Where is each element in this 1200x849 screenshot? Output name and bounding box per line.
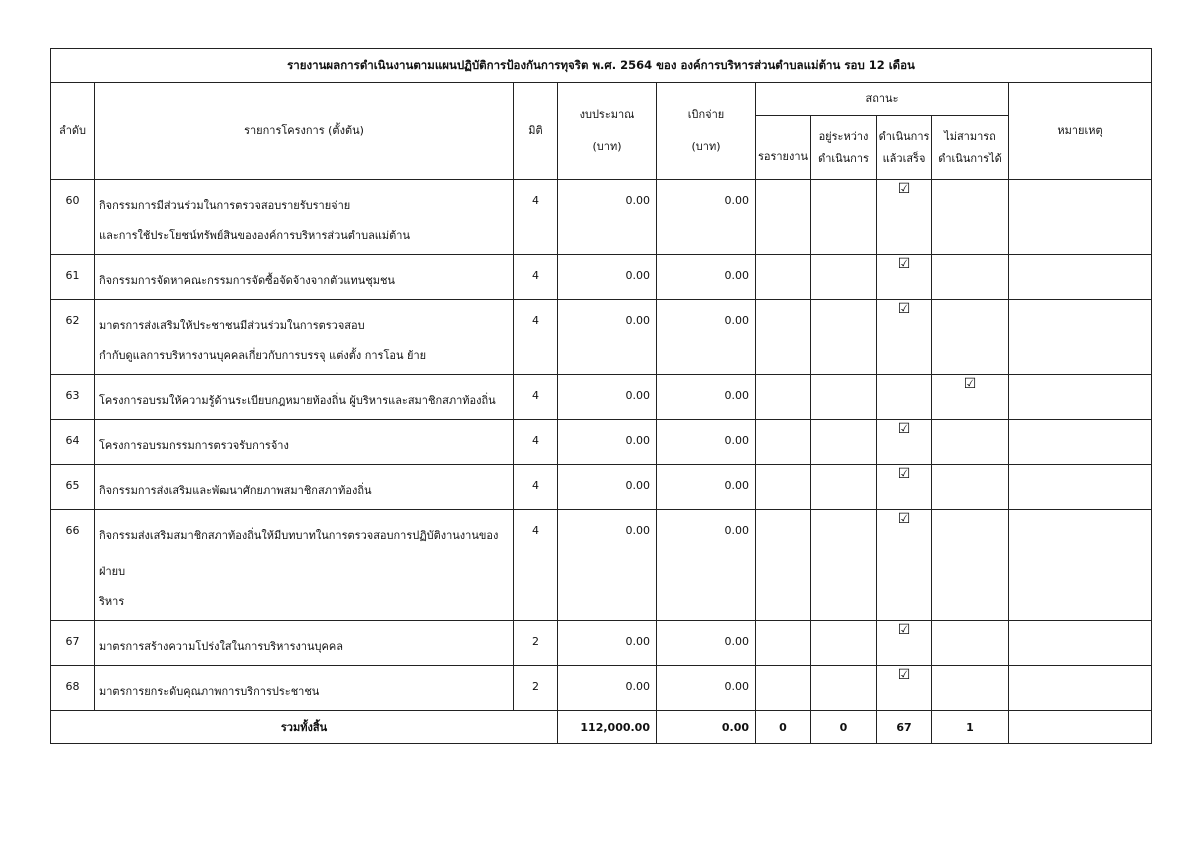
row-dimension: 4 xyxy=(514,420,558,465)
row-dimension: 4 xyxy=(514,465,558,510)
row-remark xyxy=(1009,666,1152,711)
header-status-unable-line2: ดำเนินการได้ xyxy=(938,151,1002,165)
table-row xyxy=(51,255,1152,300)
header-project: รายการโครงการ (ตั้งต้น) xyxy=(95,83,514,180)
table-row xyxy=(51,666,1152,711)
row-spent: 0.00 xyxy=(657,465,756,510)
header-budget-line2: (บาท) xyxy=(592,140,622,153)
row-status-done xyxy=(877,255,932,300)
row-budget: 0.00 xyxy=(558,621,657,666)
header-status-done xyxy=(877,116,932,180)
row-status-unable xyxy=(932,255,1009,300)
row-spent: 0.00 xyxy=(657,510,756,621)
row-no: 67 xyxy=(51,621,95,666)
total-spent: 0.00 xyxy=(657,711,756,744)
checkbox-checked-icon: ☑ xyxy=(897,181,911,197)
row-spent: 0.00 xyxy=(657,666,756,711)
row-no: 64 xyxy=(51,420,95,465)
row-project-line2: กำกับดูแลการบริหารงานบุคคลเกี่ยวกับการบรรจุ แต่งตั้ง การโอน ย้าย xyxy=(99,349,427,362)
total-label: รวมทั้งสิ้น xyxy=(51,711,558,744)
row-status-inprogress xyxy=(811,510,877,621)
row-dimension: 2 xyxy=(514,621,558,666)
row-budget: 0.00 xyxy=(558,465,657,510)
row-status-done xyxy=(877,621,932,666)
row-dimension: 4 xyxy=(514,375,558,420)
row-status-unable xyxy=(932,180,1009,255)
row-spent: 0.00 xyxy=(657,420,756,465)
table-row xyxy=(51,510,1152,621)
table-row xyxy=(51,300,1152,375)
header-budget-line1: งบประมาณ xyxy=(579,108,635,121)
row-status-unable xyxy=(932,300,1009,375)
total-row xyxy=(51,711,1152,744)
row-status-waiting xyxy=(756,255,811,300)
row-status-inprogress xyxy=(811,300,877,375)
table-row xyxy=(51,465,1152,510)
checkbox-checked-icon: ☑ xyxy=(897,256,911,272)
header-status-inprogress xyxy=(811,116,877,180)
total-inprogress: 0 xyxy=(811,711,877,744)
row-remark xyxy=(1009,621,1152,666)
row-no: 65 xyxy=(51,465,95,510)
row-dimension: 4 xyxy=(514,180,558,255)
row-status-inprogress xyxy=(811,375,877,420)
row-project xyxy=(95,465,514,510)
header-spent xyxy=(657,83,756,180)
row-no: 63 xyxy=(51,375,95,420)
row-project xyxy=(95,666,514,711)
row-status-done xyxy=(877,510,932,621)
table-body xyxy=(51,180,1152,711)
row-spent: 0.00 xyxy=(657,300,756,375)
row-project-line1: กิจกรรมส่งเสริมสมาชิกสภาท้องถิ่นให้มีบทบาทในการตรวจสอบการปฏิบัติงานงานของฝ่ายบ xyxy=(99,529,499,578)
row-budget: 0.00 xyxy=(558,180,657,255)
row-status-waiting xyxy=(756,375,811,420)
row-remark xyxy=(1009,465,1152,510)
total-remark xyxy=(1009,711,1152,744)
row-budget: 0.00 xyxy=(558,375,657,420)
header-spent-line2: (บาท) xyxy=(691,140,721,153)
row-budget: 0.00 xyxy=(558,300,657,375)
total-waiting: 0 xyxy=(756,711,811,744)
header-status-inprogress-line1: อยู่ระหว่าง xyxy=(818,129,869,143)
row-spent: 0.00 xyxy=(657,621,756,666)
row-remark xyxy=(1009,180,1152,255)
header-budget xyxy=(558,83,657,180)
row-status-unable xyxy=(932,666,1009,711)
row-project-line1: มาตรการสร้างความโปร่งใสในการบริหารงานบุคคล xyxy=(99,640,343,653)
row-project xyxy=(95,510,514,621)
row-status-unable xyxy=(932,420,1009,465)
row-dimension: 2 xyxy=(514,666,558,711)
row-dimension: 4 xyxy=(514,255,558,300)
checkbox-checked-icon: ☑ xyxy=(897,301,911,317)
row-status-unable xyxy=(932,465,1009,510)
row-status-waiting xyxy=(756,420,811,465)
row-status-done xyxy=(877,180,932,255)
row-status-waiting xyxy=(756,180,811,255)
row-status-inprogress xyxy=(811,666,877,711)
row-project-line1: มาตรการส่งเสริมให้ประชาชนมีส่วนร่วมในการตรวจสอบ xyxy=(99,319,365,332)
row-budget: 0.00 xyxy=(558,255,657,300)
row-status-waiting xyxy=(756,465,811,510)
row-remark xyxy=(1009,375,1152,420)
row-no: 62 xyxy=(51,300,95,375)
header-status-done-line1: ดำเนินการ xyxy=(878,129,930,143)
header-status-done-line2: แล้วเสร็จ xyxy=(882,151,926,165)
row-project xyxy=(95,255,514,300)
row-status-done xyxy=(877,465,932,510)
table-row xyxy=(51,180,1152,255)
row-budget: 0.00 xyxy=(558,510,657,621)
checkbox-checked-icon: ☑ xyxy=(897,466,911,482)
row-budget: 0.00 xyxy=(558,420,657,465)
total-unable: 1 xyxy=(932,711,1009,744)
row-spent: 0.00 xyxy=(657,375,756,420)
row-no: 68 xyxy=(51,666,95,711)
row-remark xyxy=(1009,300,1152,375)
row-no: 66 xyxy=(51,510,95,621)
row-status-done xyxy=(877,300,932,375)
checkbox-checked-icon: ☑ xyxy=(897,421,911,437)
row-project xyxy=(95,621,514,666)
total-budget: 112,000.00 xyxy=(558,711,657,744)
row-project-line1: โครงการอบรมให้ความรู้ด้านระเบียบกฎหมายท้องถิ่น ผู้บริหารและสมาชิกสภาท้องถิ่น xyxy=(99,394,496,407)
row-remark xyxy=(1009,255,1152,300)
row-project xyxy=(95,375,514,420)
header-status-inprogress-line2: ดำเนินการ xyxy=(818,151,869,165)
header-spent-line1: เบิกจ่าย xyxy=(687,108,725,121)
row-project-line1: กิจกรรมการส่งเสริมและพัฒนาศักยภาพสมาชิกสภาท้องถิ่น xyxy=(99,484,372,497)
row-remark xyxy=(1009,420,1152,465)
row-status-inprogress xyxy=(811,465,877,510)
header-no: ลำดับ xyxy=(51,83,95,180)
row-status-unable xyxy=(932,510,1009,621)
row-status-inprogress xyxy=(811,180,877,255)
checkbox-checked-icon: ☑ xyxy=(897,511,911,527)
checkbox-checked-icon: ☑ xyxy=(963,376,977,392)
row-status-inprogress xyxy=(811,420,877,465)
row-status-done xyxy=(877,375,932,420)
row-status-unable xyxy=(932,375,1009,420)
row-dimension: 4 xyxy=(514,510,558,621)
row-project-line1: กิจกรรมการจัดหาคณะกรรมการจัดซื้อจัดจ้างจากตัวแทนชุมชน xyxy=(99,274,395,287)
row-project-line1: โครงการอบรมกรรมการตรวจรับการจ้าง xyxy=(99,439,289,452)
row-status-unable xyxy=(932,621,1009,666)
row-status-done xyxy=(877,666,932,711)
row-status-inprogress xyxy=(811,621,877,666)
header-remark: หมายเหตุ xyxy=(1009,83,1152,180)
header-status-unable-line1: ไม่สามารถ xyxy=(944,129,996,143)
header-dimension: มิติ xyxy=(514,83,558,180)
row-status-inprogress xyxy=(811,255,877,300)
row-no: 60 xyxy=(51,180,95,255)
total-done: 67 xyxy=(877,711,932,744)
report-title: รายงานผลการดำเนินงานตามแผนปฏิบัติการป้องกันการทุจริต พ.ศ. 2564 ของ องค์การบริหารส่วนตำบลแม่ต้าน รอบ 12 เดือน xyxy=(51,49,1152,83)
row-dimension: 4 xyxy=(514,300,558,375)
row-project xyxy=(95,420,514,465)
row-project-line1: มาตรการยกระดับคุณภาพการบริการประชาชน xyxy=(99,685,320,698)
row-spent: 0.00 xyxy=(657,180,756,255)
header-status: สถานะ xyxy=(756,83,1009,116)
header-status-unable xyxy=(932,116,1009,180)
report-table xyxy=(50,48,1152,744)
table-row xyxy=(51,375,1152,420)
row-status-done xyxy=(877,420,932,465)
row-spent: 0.00 xyxy=(657,255,756,300)
checkbox-checked-icon: ☑ xyxy=(897,622,911,638)
checkbox-checked-icon: ☑ xyxy=(897,667,911,683)
row-status-waiting xyxy=(756,300,811,375)
row-project-line1: กิจกรรมการมีส่วนร่วมในการตรวจสอบรายรับรายจ่าย xyxy=(99,199,351,212)
row-no: 61 xyxy=(51,255,95,300)
row-project-line2: และการใช้ประโยชน์ทรัพย์สินขององค์การบริหารส่วนตำบลแม่ต้าน xyxy=(99,229,410,242)
header-status-waiting: รอรายงาน xyxy=(756,116,811,180)
row-status-waiting xyxy=(756,621,811,666)
row-budget: 0.00 xyxy=(558,666,657,711)
row-status-waiting xyxy=(756,666,811,711)
row-remark xyxy=(1009,510,1152,621)
table-row xyxy=(51,420,1152,465)
row-project xyxy=(95,300,514,375)
table-row xyxy=(51,621,1152,666)
row-project xyxy=(95,180,514,255)
row-status-waiting xyxy=(756,510,811,621)
row-project-line2: ริหาร xyxy=(99,595,125,608)
